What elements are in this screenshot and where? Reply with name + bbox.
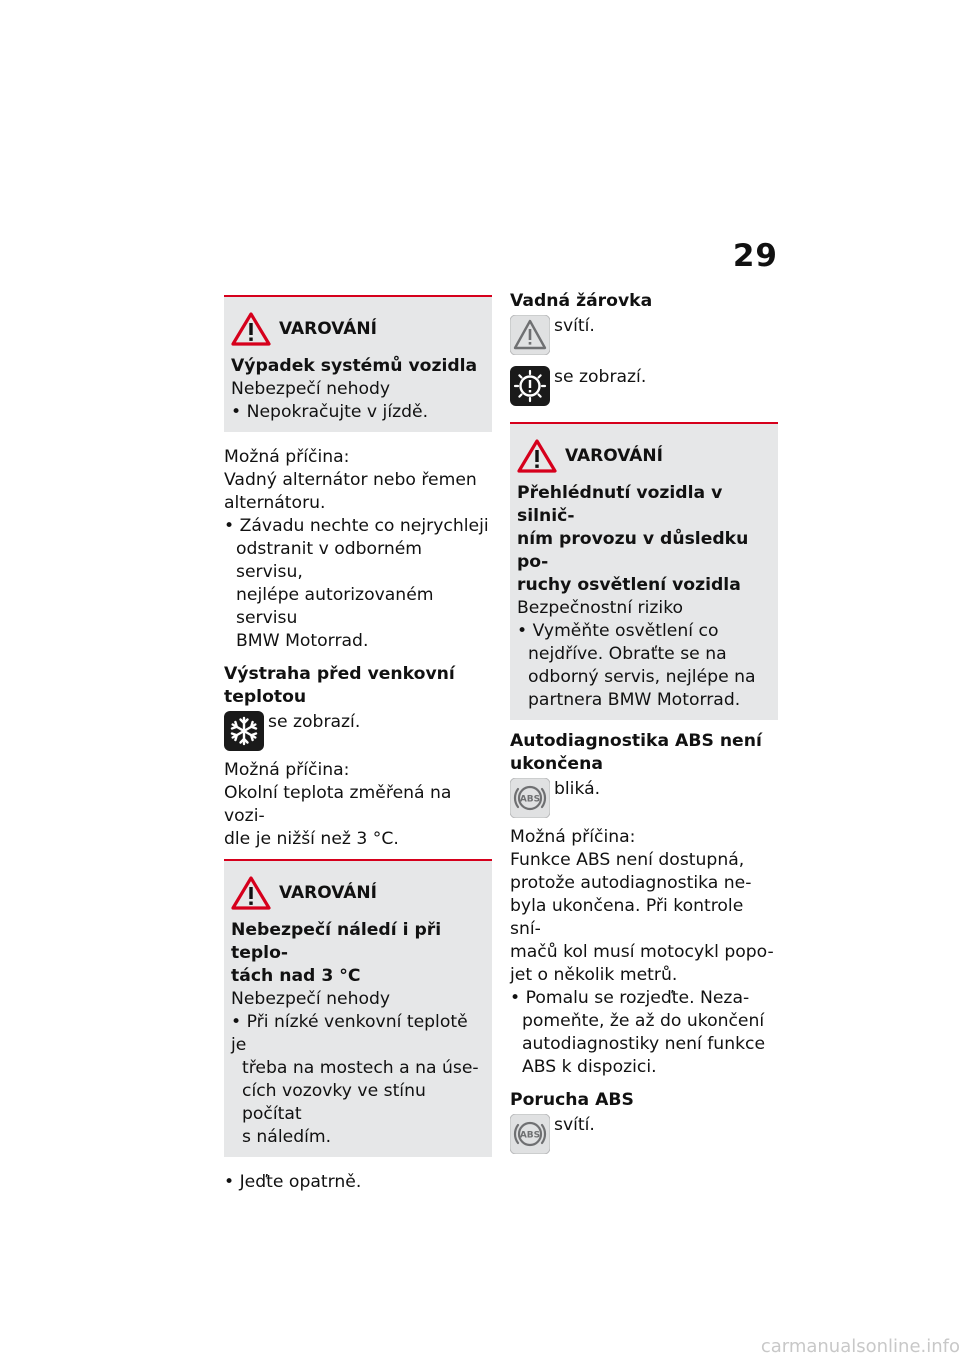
cause-text: dle je nižší než 3 °C. [224,829,399,849]
warning-box-lighting [510,422,778,720]
action-text: pomeňte, že až do ukončení [522,1011,765,1031]
page-number: 29 [732,238,778,274]
warning-heading: Výpadek systémů vozidla [231,356,478,376]
warning-bullet-text: partnera BMW Motorrad. [528,690,741,710]
warning-title: VAROVÁNÍ [565,445,663,466]
warning-risk: Nebezpečí nehody [231,989,391,1009]
section-heading-bulb: Vadná žárovka [510,291,653,311]
section-heading-abs-diagnosis: ukončena [510,754,603,774]
cause-text: Funkce ABS není dostupná, [510,850,745,870]
action-bullet: • Závadu nechte co nejrychleji [224,516,489,536]
cause-label: Možná příčina: [224,447,350,467]
warning-bullet-text: odborný servis, nejlépe na [528,667,756,687]
section-heading-frost: Výstraha před venkovní [224,664,455,684]
abs-icon-label: ABS [519,1130,541,1141]
watermark-footer: carmanualsonline.info [760,1336,960,1357]
warning-heading: Přehlédnutí vozidla v silnič- [517,483,723,526]
warning-header [231,875,485,911]
abs-icon [510,778,550,818]
warning-heading: Nebezpečí náledí i při teplo- [231,920,442,963]
warning-header [231,311,485,347]
warning-risk: Nebezpečí nehody [231,379,391,399]
warning-title: VAROVÁNÍ [279,318,377,339]
cause-text: Vadný alternátor nebo řemen [224,470,477,490]
warning-heading: ním provozu v důsledku po- [517,529,749,572]
right-column [510,290,778,1154]
cause-text: alternátoru. [224,493,326,513]
action-bullet: • Pomalu se rozjeďte. Neza- [510,988,750,1008]
warning-triangle-icon [517,439,557,473]
abs-indicator-row [510,1114,778,1154]
warning-triangle-icon [231,876,271,910]
warning-bullet: • Vyměňte osvětlení co [517,621,719,641]
warning-header [517,438,771,474]
warning-heading: tách nad 3 °C [231,966,361,986]
warning-bullet-text: cích vozovky ve stínu počítat [242,1081,426,1124]
indicator-status: bliká. [554,779,601,799]
cause-text: protože autodiagnostika ne- [510,873,752,893]
indicator-status: se zobrazí. [268,712,361,732]
frost-indicator-row [224,711,492,751]
indicator-status: svítí. [554,1115,595,1135]
warning-heading: ruchy osvětlení vozidla [517,575,741,595]
warning-bullet-text: s náledím. [242,1127,332,1147]
bulb-indicator-row [510,366,778,406]
action-text: autodiagnostiky není funkce [522,1034,766,1054]
action-text: BMW Motorrad. [236,631,369,651]
indicator-status: se zobrazí. [554,367,647,387]
lamp-fault-icon [510,366,550,406]
cause-label: Možná příčina: [510,827,636,847]
warning-box-system-failure [224,295,492,432]
indicator-status: svítí. [554,316,595,336]
warning-triangle-icon [231,312,271,346]
warning-box-ice [224,859,492,1157]
warning-risk: Bezpečnostní riziko [517,598,684,618]
action-text: nejlépe autorizovaném servisu [236,585,434,628]
general-warning-icon [510,315,550,355]
abs-icon [510,1114,550,1154]
warning-bullet-text: třeba na mostech a na úse- [242,1058,479,1078]
abs-indicator-row [510,778,778,818]
section-heading-frost: teplotou [224,687,307,707]
action-text: odstranit v odborném servisu, [236,539,423,582]
cause-text: jet o několik metrů. [510,965,678,985]
action-bullet: • Jeďte opatrně. [224,1172,362,1192]
section-heading-abs-diagnosis: Autodiagnostika ABS není [510,731,762,751]
left-column [224,295,492,1194]
cause-label: Možná příčina: [224,760,350,780]
action-text: ABS k dispozici. [522,1057,657,1077]
cause-text: mačů kol musí motocykl popo- [510,942,774,962]
warning-bullet: • Nepokračujte v jízdě. [231,402,429,422]
warning-bullet: • Při nízké venkovní teplotě je [231,1012,468,1055]
bulb-indicator-row [510,315,778,355]
cause-text: byla ukončena. Při kontrole sní- [510,896,744,939]
cause-text: Okolní teplota změřená na vozi- [224,783,452,826]
section-heading-abs-fault: Porucha ABS [510,1090,634,1110]
warning-title: VAROVÁNÍ [279,882,377,903]
snowflake-icon [224,711,264,751]
abs-icon-label: ABS [519,794,541,805]
warning-bullet-text: nejdříve. Obraťte se na [528,644,727,664]
